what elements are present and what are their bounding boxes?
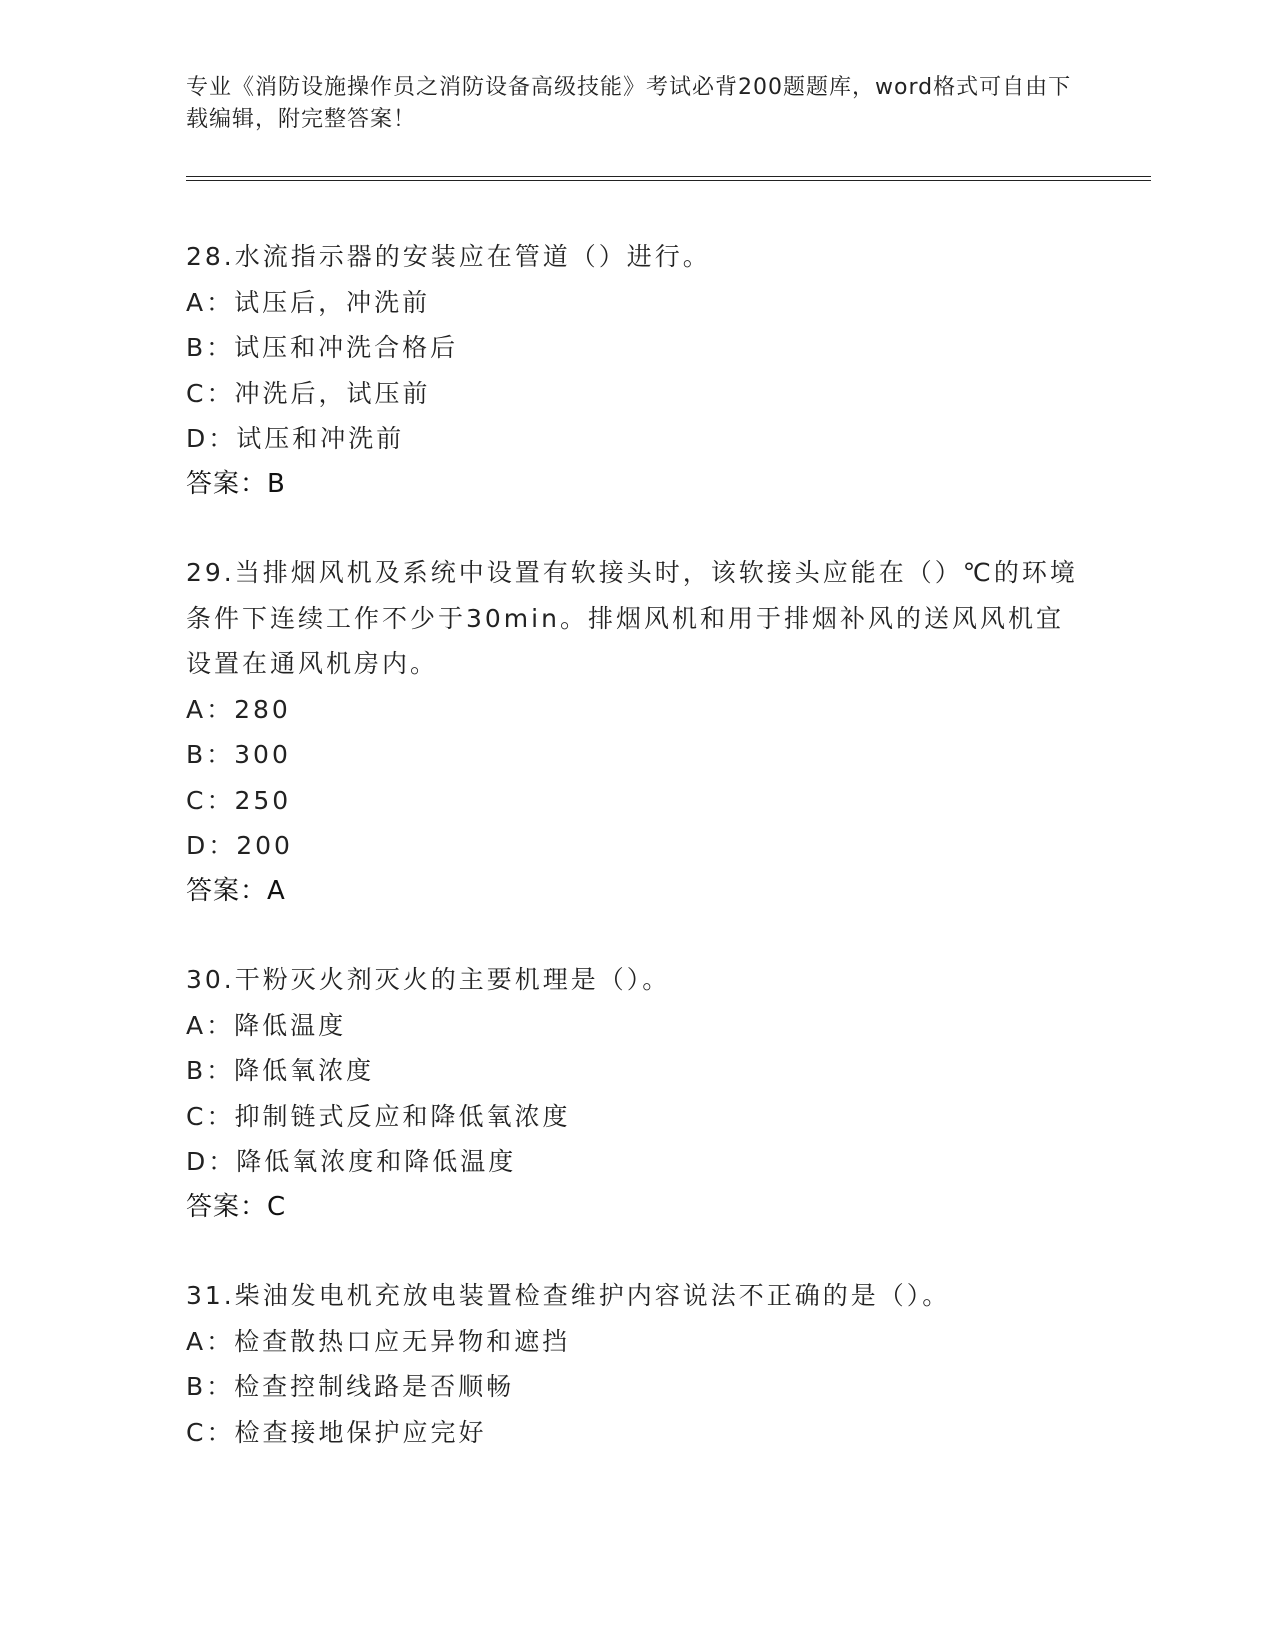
question-list xyxy=(186,234,1086,1498)
answer-line: 答案：A xyxy=(186,875,286,906)
question-item xyxy=(186,957,1086,1230)
option-a: A：检查散热口应无异物和遮挡 xyxy=(186,1326,571,1356)
header-double-rule xyxy=(186,176,1151,181)
option-c: C：抑制链式反应和降低氧浓度 xyxy=(186,1101,571,1131)
document-header: 专业《消防设施操作员之消防设备高级技能》考试必背200题题库，word格式可自由下载编辑，附完整答案！ xyxy=(186,75,1072,132)
option-b: B：试压和冲洗合格后 xyxy=(186,333,459,362)
option-c: C：冲洗后，试压前 xyxy=(186,378,431,408)
option-a: A：试压后，冲洗前 xyxy=(186,287,431,317)
question-text: 31.柴油发电机充放电装置检查维护内容说法不正确的是（）。 xyxy=(186,1281,951,1310)
option-d: D：降低氧浓度和降低温度 xyxy=(186,1147,517,1176)
question-item xyxy=(186,234,1086,507)
option-b: B：检查控制线路是否顺畅 xyxy=(186,1372,515,1401)
question-item xyxy=(186,550,1086,914)
answer-line: 答案：C xyxy=(186,1191,287,1222)
question-item xyxy=(186,1273,1086,1455)
option-c: C：检查接地保护应完好 xyxy=(186,1417,487,1447)
option-a: A：降低温度 xyxy=(186,1010,347,1040)
option-a: A：280 xyxy=(186,694,291,724)
option-d: D：200 xyxy=(186,831,293,860)
question-text: 28.水流指示器的安装应在管道（）进行。 xyxy=(186,242,711,271)
question-text: 30.干粉灭火剂灭火的主要机理是（）。 xyxy=(186,965,671,994)
option-d: D：试压和冲洗前 xyxy=(186,424,405,453)
option-b: B：降低氧浓度 xyxy=(186,1056,375,1085)
option-b: B：300 xyxy=(186,740,291,769)
question-text: 29.当排烟风机及系统中设置有软接头时，该软接头应能在（）℃的环境条件下连续工作不少于30min。排烟风机和用于排烟补风的送风风机宜设置在通风机房内。 xyxy=(186,558,1078,678)
option-c: C：250 xyxy=(186,785,292,815)
answer-line: 答案：B xyxy=(186,468,286,499)
